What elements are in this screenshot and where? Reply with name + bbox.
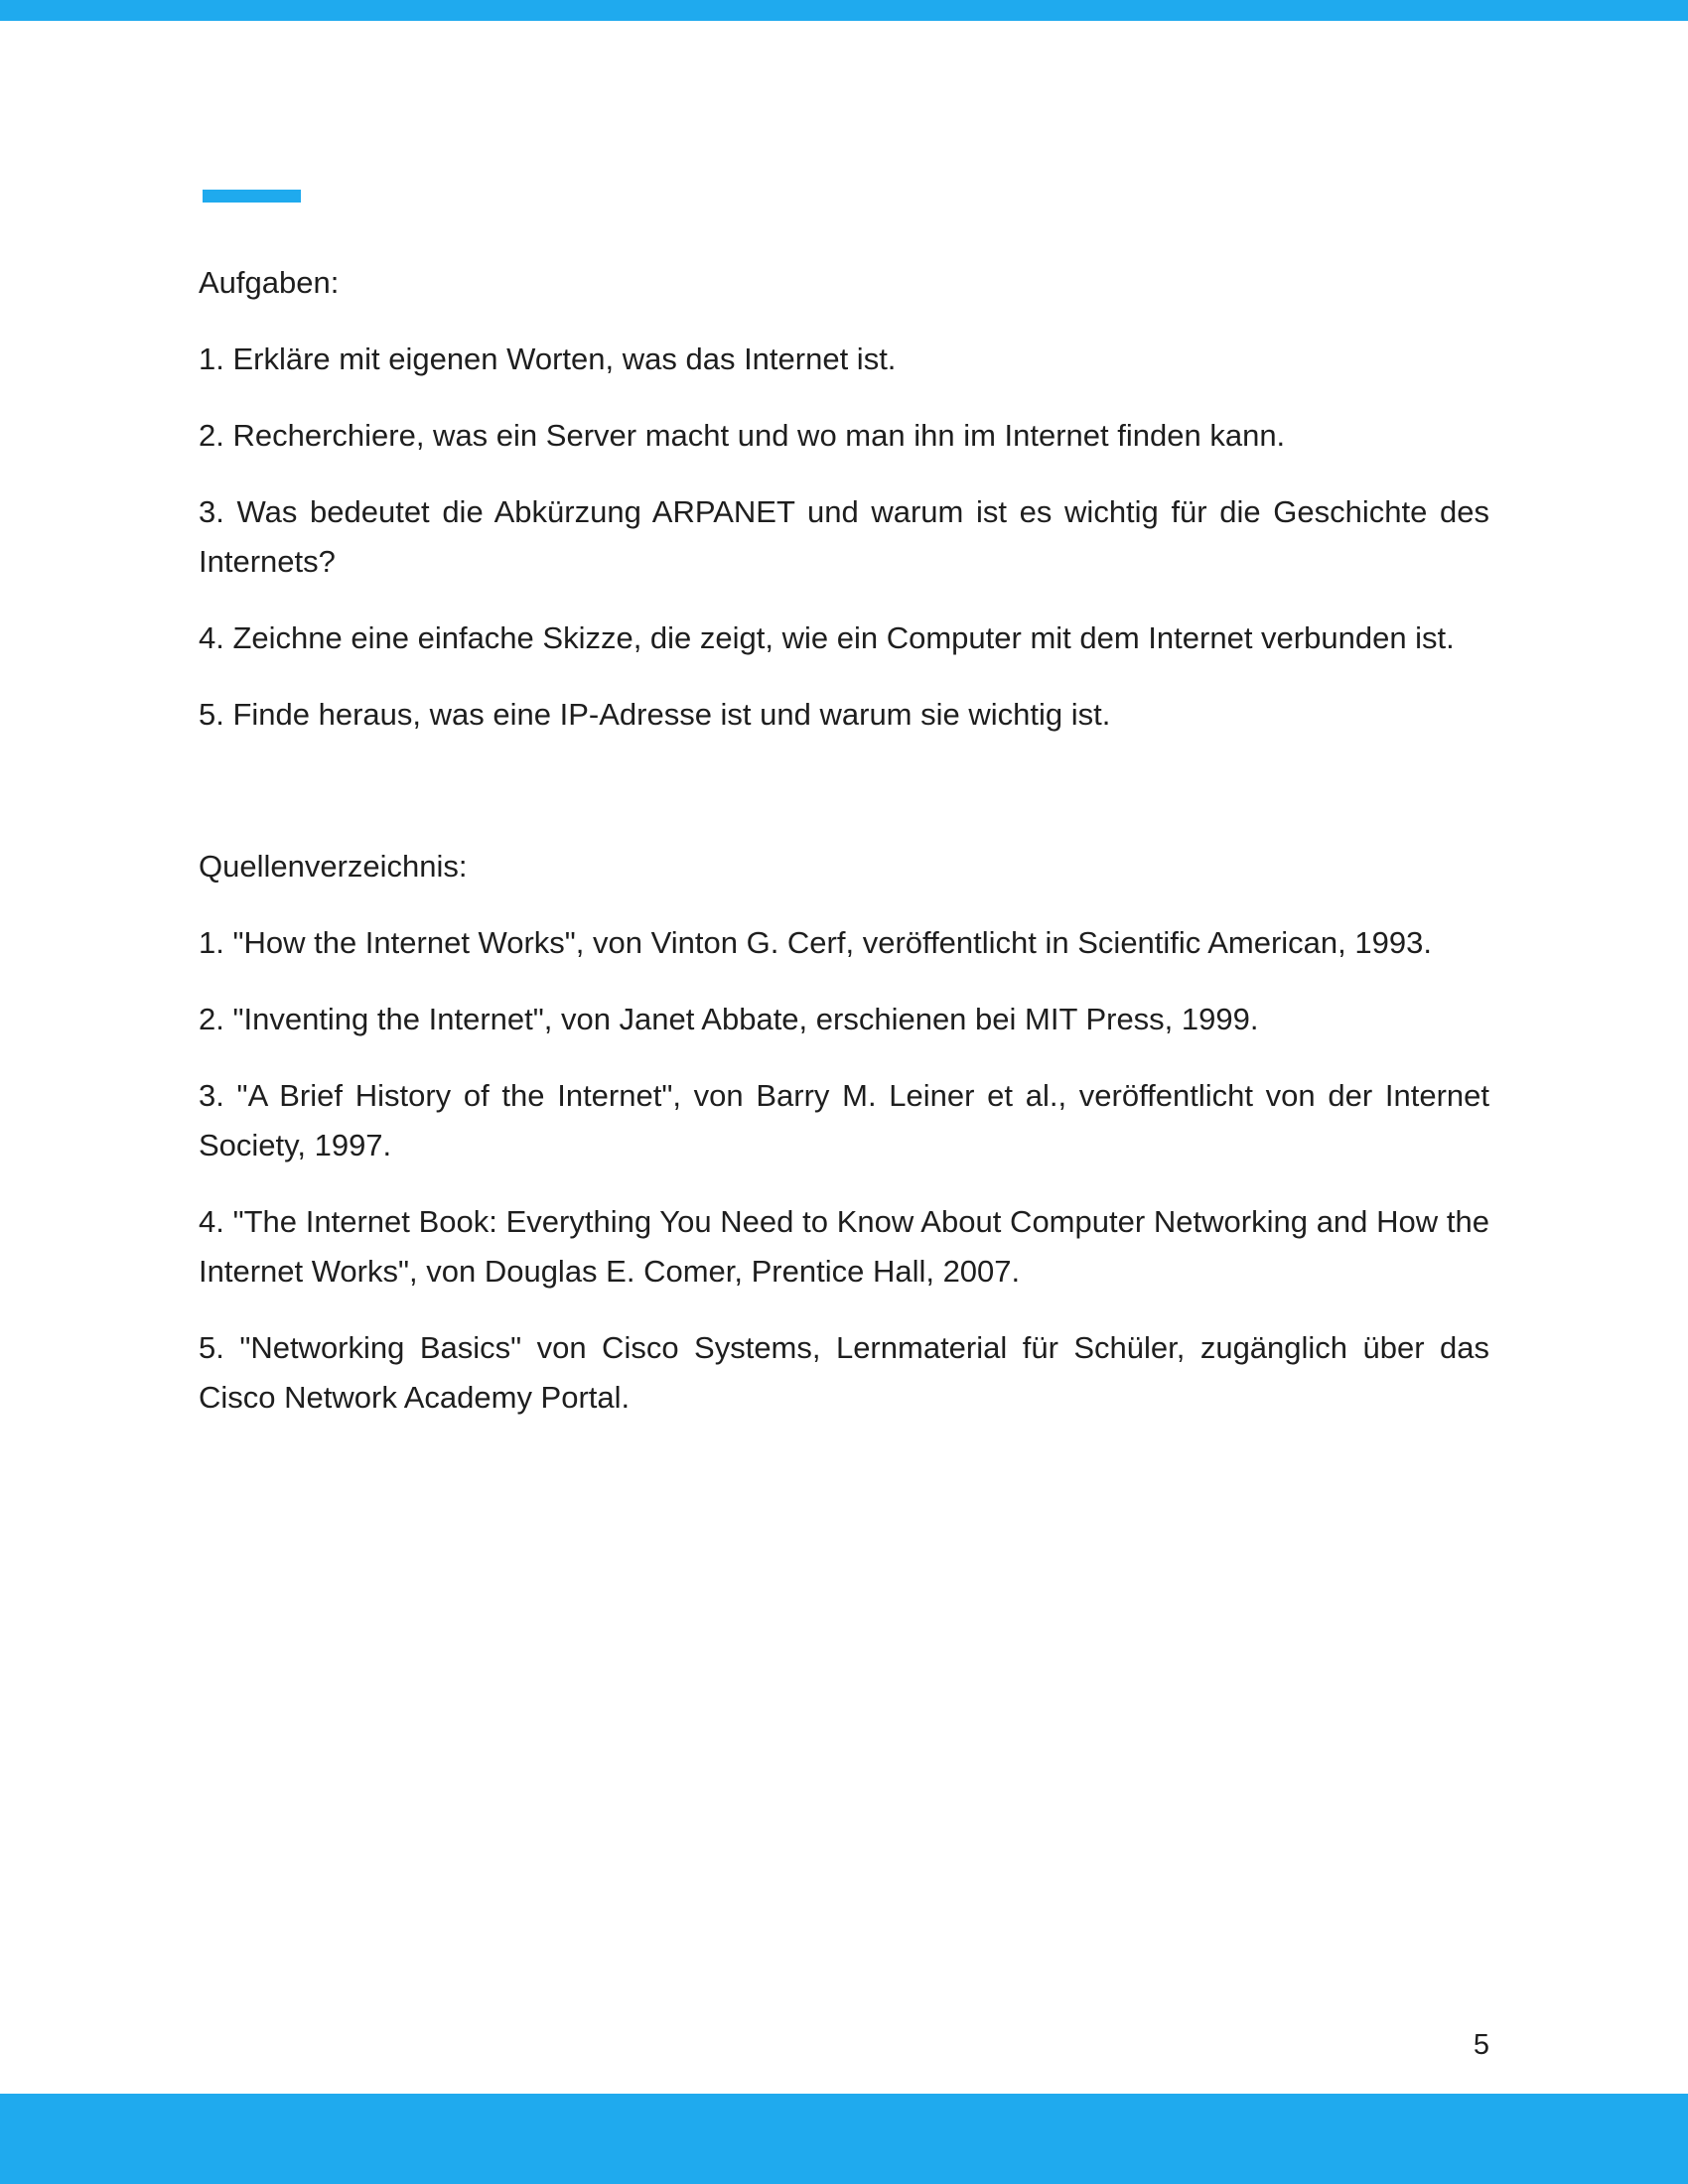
source-item-5: 5. "Networking Basics" von Cisco Systems, Lernmaterial für Schüler, zugänglich über das Cisco Network Academy Portal. bbox=[199, 1330, 1489, 1415]
task-item-2: 2. Recherchiere, was ein Server macht und wo man ihn im Internet finden kann. bbox=[199, 418, 1286, 453]
source-item-4: 4. "The Internet Book: Everything You Need to Know About Computer Networking and How the Internet Works", von Douglas E. Comer, Prentice Hall, 2007. bbox=[199, 1204, 1489, 1289]
tasks-heading: Aufgaben: bbox=[199, 265, 340, 300]
task-item-3: 3. Was bedeutet die Abkürzung ARPANET und warum ist es wichtig für die Geschichte des Internets? bbox=[199, 494, 1489, 579]
section-accent-line bbox=[203, 190, 301, 203]
section-spacer bbox=[199, 766, 1489, 842]
source-item-2: 2. "Inventing the Internet", von Janet Abbate, erschienen bei MIT Press, 1999. bbox=[199, 1002, 1259, 1036]
bottom-accent-bar bbox=[0, 2094, 1688, 2184]
page-number: 5 bbox=[1473, 2029, 1489, 2061]
task-item-5: 5. Finde heraus, was eine IP-Adresse ist und warum sie wichtig ist. bbox=[199, 697, 1111, 732]
page-content bbox=[199, 258, 1489, 1449]
task-item-4: 4. Zeichne eine einfache Skizze, die zeigt, wie ein Computer mit dem Internet verbunden ist. bbox=[199, 620, 1455, 655]
top-accent-bar bbox=[0, 0, 1688, 21]
source-item-3: 3. "A Brief History of the Internet", von Barry M. Leiner et al., veröffentlicht von der Internet Society, 1997. bbox=[199, 1078, 1489, 1162]
source-item-1: 1. "How the Internet Works", von Vinton G. Cerf, veröffentlicht in Scientific American, 1993. bbox=[199, 925, 1432, 960]
task-item-1: 1. Erkläre mit eigenen Worten, was das Internet ist. bbox=[199, 341, 897, 376]
sources-heading: Quellenverzeichnis: bbox=[199, 849, 468, 884]
